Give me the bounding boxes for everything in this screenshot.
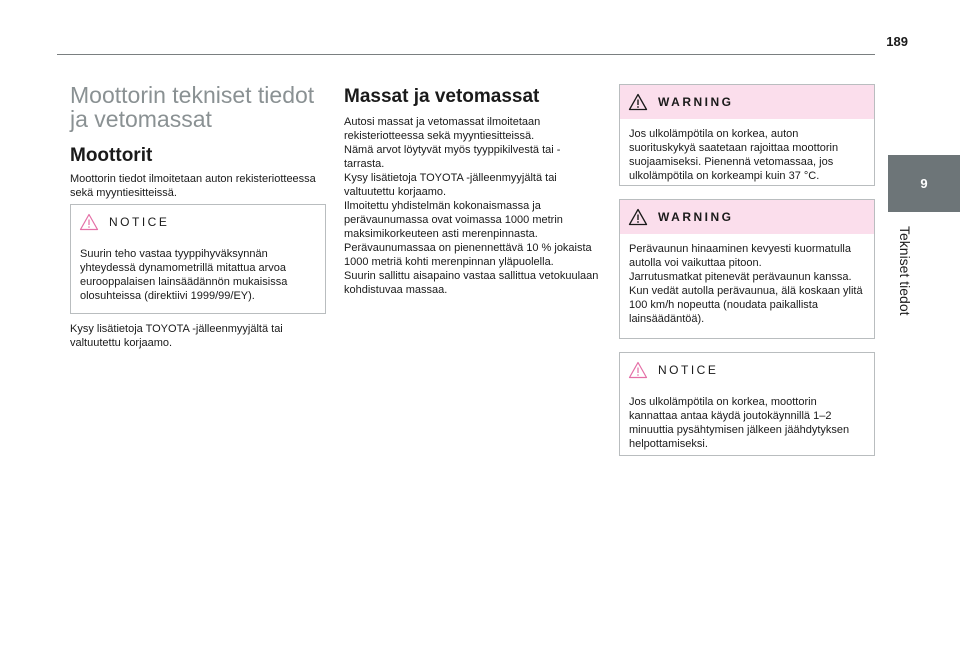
warning-text: Jos ulkolämpötila on korkea, auton suorituskykyä saatetaan rajoittaa moottorin suojaamiseksi. Pienennä vetomassaa, jos ulkolämpötila on korkeampi kuin 37 °C. <box>629 128 839 182</box>
masses-paragraph: Kysy lisätietoja TOYOTA -jälleenmyyjältä tai valtuutettu korjaamo. <box>344 172 557 198</box>
notice-label: NOTICE <box>109 215 170 229</box>
notice-header <box>71 205 325 239</box>
warning-label: WARNING <box>658 210 734 224</box>
warning-triangle-outline-icon <box>628 361 648 379</box>
chapter-title: Tekniset tiedot <box>897 226 913 316</box>
engines-intro: Moottorin tiedot ilmoitetaan auton rekisteriotteessa sekä myyntiesitteissä. <box>70 173 316 199</box>
notice-label: NOTICE <box>658 363 719 377</box>
notice-text: Jos ulkolämpötila on korkea, moottorin kannattaa antaa käydä joutokäynnillä 1–2 minuuttia pysähtymisen jälkeen jäähdytyksen helpottamiseksi. <box>629 396 850 450</box>
masses-paragraph: Ilmoitettu yhdistelmän kokonaismassa ja perävaunumassa ovat voimassa 1000 metrin maksimikorkeuteen asti merenpinnasta. Perävaunumassaa on pienennettävä 10 % jokaista 1000 metriä kohti merenpinnan yläpuolella. <box>344 200 592 268</box>
section-heading-engines: Moottorit <box>70 145 153 166</box>
notice-box-power <box>70 204 326 314</box>
warning-text: Perävaunun hinaaminen kevyesti kuormatulla autolla voi vaikuttaa pitoon. Jarrutusmatkat pitenevät perävaunun kanssa. Kun vedät autolla perävaunua, älä koskaan ylitä 100 km/h nopeutta (noudata paikallista lainsäädäntöä). <box>629 243 863 325</box>
column-engine <box>70 83 326 131</box>
notice-box-cooling <box>619 352 875 456</box>
masses-text <box>344 115 600 297</box>
warning-label: WARNING <box>658 95 734 109</box>
warning-header <box>620 200 874 234</box>
warning-triangle-icon <box>628 93 648 111</box>
page-number: 189 <box>886 34 908 49</box>
engines-section <box>70 145 326 200</box>
header-rule <box>57 54 875 55</box>
warning-header <box>620 85 874 119</box>
notice-text: Suurin teho vastaa tyyppihyväksynnän yhteydessä dynamometrillä mitattua arvoa eurooppalaisen lainsäädännön mukaisissa olosuhteissa (direktiivi 1999/99/EY). <box>80 248 288 302</box>
section-heading-masses: Massat ja vetomassat <box>344 86 540 107</box>
page-title: Moottorin tekniset tiedot ja vetomassat <box>70 82 315 132</box>
engines-outro: Kysy lisätietoja TOYOTA -jälleenmyyjältä tai valtuutettu korjaamo. <box>70 323 283 349</box>
masses-paragraph: Nämä arvot löytyvät myös tyyppikilvestä tai -tarrasta. <box>344 144 561 170</box>
column-masses <box>344 86 600 297</box>
warning-triangle-outline-icon <box>79 213 99 231</box>
chapter-tab[interactable] <box>888 155 960 212</box>
masses-paragraph: Suurin sallittu aisapaino vastaa sallittua vetokuulaan kohdistuvaa massaa. <box>344 270 599 296</box>
warning-box-trailer <box>619 199 875 339</box>
notice-header <box>620 353 874 387</box>
chapter-number: 9 <box>920 176 928 191</box>
masses-paragraph: Autosi massat ja vetomassat ilmoitetaan rekisteriotteessa sekä myyntiesitteissä. <box>344 116 541 142</box>
warning-triangle-icon <box>628 208 648 226</box>
warning-box-temperature <box>619 84 875 186</box>
